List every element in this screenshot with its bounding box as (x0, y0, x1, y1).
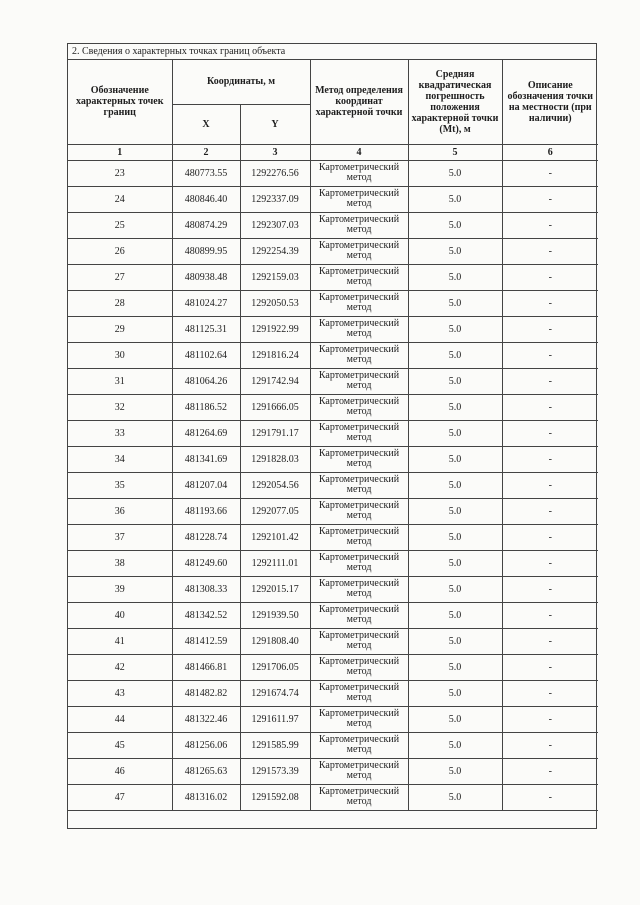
x-coordinate-cell: 480899.95 (172, 238, 240, 264)
error-cell: 5.0 (408, 264, 502, 290)
header-coords: Координаты, м (172, 60, 310, 104)
description-cell: - (502, 212, 598, 238)
y-coordinate-cell: 1291674.74 (240, 680, 310, 706)
point-number-cell: 25 (68, 212, 172, 238)
y-coordinate-cell: 1291816.24 (240, 342, 310, 368)
method-cell: Картометрический метод (310, 160, 408, 186)
table-row (68, 550, 598, 576)
x-coordinate-cell: 481466.81 (172, 654, 240, 680)
point-number-cell: 36 (68, 498, 172, 524)
table-row (68, 446, 598, 472)
error-cell: 5.0 (408, 316, 502, 342)
x-coordinate-cell: 481228.74 (172, 524, 240, 550)
y-coordinate-cell: 1292254.39 (240, 238, 310, 264)
error-cell: 5.0 (408, 186, 502, 212)
point-number-cell: 29 (68, 316, 172, 342)
table-row (68, 680, 598, 706)
x-coordinate-cell: 481412.59 (172, 628, 240, 654)
method-cell: Картометрический метод (310, 472, 408, 498)
description-cell: - (502, 264, 598, 290)
error-cell: 5.0 (408, 680, 502, 706)
description-cell: - (502, 524, 598, 550)
method-cell: Картометрический метод (310, 212, 408, 238)
description-cell: - (502, 238, 598, 264)
table-row (68, 238, 598, 264)
table-row (68, 316, 598, 342)
y-coordinate-cell: 1291791.17 (240, 420, 310, 446)
description-cell: - (502, 654, 598, 680)
x-coordinate-cell: 481265.63 (172, 758, 240, 784)
description-cell: - (502, 446, 598, 472)
col-number-1: 1 (68, 144, 172, 160)
x-coordinate-cell: 481102.64 (172, 342, 240, 368)
error-cell: 5.0 (408, 394, 502, 420)
error-cell: 5.0 (408, 628, 502, 654)
method-cell: Картометрический метод (310, 316, 408, 342)
section-title: 2. Сведения о характерных точках границ объекта (68, 44, 596, 60)
table-row (68, 602, 598, 628)
description-cell: - (502, 394, 598, 420)
table-row (68, 264, 598, 290)
point-number-cell: 26 (68, 238, 172, 264)
method-cell: Картометрический метод (310, 446, 408, 472)
x-coordinate-cell: 481264.69 (172, 420, 240, 446)
error-cell: 5.0 (408, 368, 502, 394)
method-cell: Картометрический метод (310, 524, 408, 550)
table-row (68, 784, 598, 810)
y-coordinate-cell: 1292050.53 (240, 290, 310, 316)
description-cell: - (502, 758, 598, 784)
x-coordinate-cell: 481186.52 (172, 394, 240, 420)
table-row (68, 212, 598, 238)
table-header (68, 60, 598, 160)
y-coordinate-cell: 1291611.97 (240, 706, 310, 732)
error-cell: 5.0 (408, 550, 502, 576)
method-cell: Картометрический метод (310, 186, 408, 212)
y-coordinate-cell: 1292054.56 (240, 472, 310, 498)
y-coordinate-cell: 1291922.99 (240, 316, 310, 342)
table-row (68, 420, 598, 446)
x-coordinate-cell: 481341.69 (172, 446, 240, 472)
point-number-cell: 44 (68, 706, 172, 732)
point-number-cell: 40 (68, 602, 172, 628)
table-row (68, 628, 598, 654)
error-cell: 5.0 (408, 654, 502, 680)
point-number-cell: 32 (68, 394, 172, 420)
error-cell: 5.0 (408, 420, 502, 446)
x-coordinate-cell: 481024.27 (172, 290, 240, 316)
y-coordinate-cell: 1292015.17 (240, 576, 310, 602)
method-cell: Картометрический метод (310, 576, 408, 602)
point-number-cell: 31 (68, 368, 172, 394)
table-body (68, 160, 598, 810)
header-error: Средняя квадратическая погрешность положения характерной точки (Mt), м (408, 60, 502, 144)
point-number-cell: 38 (68, 550, 172, 576)
method-cell: Картометрический метод (310, 758, 408, 784)
x-coordinate-cell: 481193.66 (172, 498, 240, 524)
x-coordinate-cell: 480874.29 (172, 212, 240, 238)
description-cell: - (502, 680, 598, 706)
point-number-cell: 43 (68, 680, 172, 706)
header-x: X (172, 104, 240, 144)
description-cell: - (502, 420, 598, 446)
y-coordinate-cell: 1292337.09 (240, 186, 310, 212)
method-cell: Картометрический метод (310, 290, 408, 316)
point-number-cell: 41 (68, 628, 172, 654)
description-cell: - (502, 784, 598, 810)
table-row (68, 576, 598, 602)
description-cell: - (502, 316, 598, 342)
point-number-cell: 33 (68, 420, 172, 446)
method-cell: Картометрический метод (310, 238, 408, 264)
boundary-points-table (68, 60, 598, 811)
method-cell: Картометрический метод (310, 342, 408, 368)
header-y: Y (240, 104, 310, 144)
point-number-cell: 37 (68, 524, 172, 550)
x-coordinate-cell: 481342.52 (172, 602, 240, 628)
description-cell: - (502, 472, 598, 498)
error-cell: 5.0 (408, 524, 502, 550)
method-cell: Картометрический метод (310, 706, 408, 732)
y-coordinate-cell: 1292307.03 (240, 212, 310, 238)
error-cell: 5.0 (408, 290, 502, 316)
method-cell: Картометрический метод (310, 368, 408, 394)
error-cell: 5.0 (408, 576, 502, 602)
x-coordinate-cell: 480773.55 (172, 160, 240, 186)
method-cell: Картометрический метод (310, 602, 408, 628)
y-coordinate-cell: 1292077.05 (240, 498, 310, 524)
error-cell: 5.0 (408, 472, 502, 498)
point-number-cell: 24 (68, 186, 172, 212)
point-number-cell: 23 (68, 160, 172, 186)
x-coordinate-cell: 481316.02 (172, 784, 240, 810)
description-cell: - (502, 368, 598, 394)
table-row (68, 706, 598, 732)
error-cell: 5.0 (408, 498, 502, 524)
y-coordinate-cell: 1291706.05 (240, 654, 310, 680)
header-method: Метод определения координат характерной точки (310, 60, 408, 144)
description-cell: - (502, 342, 598, 368)
method-cell: Картометрический метод (310, 680, 408, 706)
error-cell: 5.0 (408, 732, 502, 758)
method-cell: Картометрический метод (310, 732, 408, 758)
method-cell: Картометрический метод (310, 394, 408, 420)
point-number-cell: 28 (68, 290, 172, 316)
y-coordinate-cell: 1292276.56 (240, 160, 310, 186)
y-coordinate-cell: 1291742.94 (240, 368, 310, 394)
x-coordinate-cell: 481207.04 (172, 472, 240, 498)
header-point: Обозначение характерных точек границ (68, 60, 172, 144)
method-cell: Картометрический метод (310, 550, 408, 576)
x-coordinate-cell: 480846.40 (172, 186, 240, 212)
method-cell: Картометрический метод (310, 784, 408, 810)
x-coordinate-cell: 481256.06 (172, 732, 240, 758)
table-row (68, 472, 598, 498)
error-cell: 5.0 (408, 602, 502, 628)
y-coordinate-cell: 1291939.50 (240, 602, 310, 628)
description-cell: - (502, 576, 598, 602)
description-cell: - (502, 706, 598, 732)
col-number-6: 6 (502, 144, 598, 160)
x-coordinate-cell: 481308.33 (172, 576, 240, 602)
description-cell: - (502, 160, 598, 186)
method-cell: Картометрический метод (310, 654, 408, 680)
document-sheet (67, 43, 597, 829)
y-coordinate-cell: 1291666.05 (240, 394, 310, 420)
col-number-5: 5 (408, 144, 502, 160)
table-row (68, 654, 598, 680)
table-row (68, 394, 598, 420)
description-cell: - (502, 628, 598, 654)
description-cell: - (502, 290, 598, 316)
y-coordinate-cell: 1291808.40 (240, 628, 310, 654)
x-coordinate-cell: 481249.60 (172, 550, 240, 576)
x-coordinate-cell: 480938.48 (172, 264, 240, 290)
point-number-cell: 30 (68, 342, 172, 368)
header-desc: Описание обозначения точки на местности (при наличии) (502, 60, 598, 144)
table-row (68, 290, 598, 316)
y-coordinate-cell: 1291828.03 (240, 446, 310, 472)
x-coordinate-cell: 481064.26 (172, 368, 240, 394)
point-number-cell: 46 (68, 758, 172, 784)
table-row (68, 160, 598, 186)
description-cell: - (502, 732, 598, 758)
y-coordinate-cell: 1292111.01 (240, 550, 310, 576)
error-cell: 5.0 (408, 212, 502, 238)
method-cell: Картометрический метод (310, 628, 408, 654)
x-coordinate-cell: 481322.46 (172, 706, 240, 732)
method-cell: Картометрический метод (310, 264, 408, 290)
table-row (68, 498, 598, 524)
error-cell: 5.0 (408, 446, 502, 472)
table-row (68, 186, 598, 212)
error-cell: 5.0 (408, 706, 502, 732)
error-cell: 5.0 (408, 342, 502, 368)
x-coordinate-cell: 481482.82 (172, 680, 240, 706)
method-cell: Картометрический метод (310, 420, 408, 446)
col-number-4: 4 (310, 144, 408, 160)
table-row (68, 732, 598, 758)
y-coordinate-cell: 1291585.99 (240, 732, 310, 758)
table-row (68, 524, 598, 550)
point-number-cell: 47 (68, 784, 172, 810)
description-cell: - (502, 186, 598, 212)
table-row (68, 342, 598, 368)
method-cell: Картометрический метод (310, 498, 408, 524)
col-number-3: 3 (240, 144, 310, 160)
description-cell: - (502, 602, 598, 628)
error-cell: 5.0 (408, 238, 502, 264)
point-number-cell: 34 (68, 446, 172, 472)
col-number-2: 2 (172, 144, 240, 160)
error-cell: 5.0 (408, 758, 502, 784)
y-coordinate-cell: 1291592.08 (240, 784, 310, 810)
y-coordinate-cell: 1291573.39 (240, 758, 310, 784)
column-numbers-row (68, 144, 598, 160)
point-number-cell: 39 (68, 576, 172, 602)
y-coordinate-cell: 1292159.03 (240, 264, 310, 290)
table-row (68, 758, 598, 784)
point-number-cell: 45 (68, 732, 172, 758)
point-number-cell: 27 (68, 264, 172, 290)
point-number-cell: 35 (68, 472, 172, 498)
point-number-cell: 42 (68, 654, 172, 680)
y-coordinate-cell: 1292101.42 (240, 524, 310, 550)
description-cell: - (502, 550, 598, 576)
error-cell: 5.0 (408, 160, 502, 186)
table-row (68, 368, 598, 394)
description-cell: - (502, 498, 598, 524)
x-coordinate-cell: 481125.31 (172, 316, 240, 342)
error-cell: 5.0 (408, 784, 502, 810)
